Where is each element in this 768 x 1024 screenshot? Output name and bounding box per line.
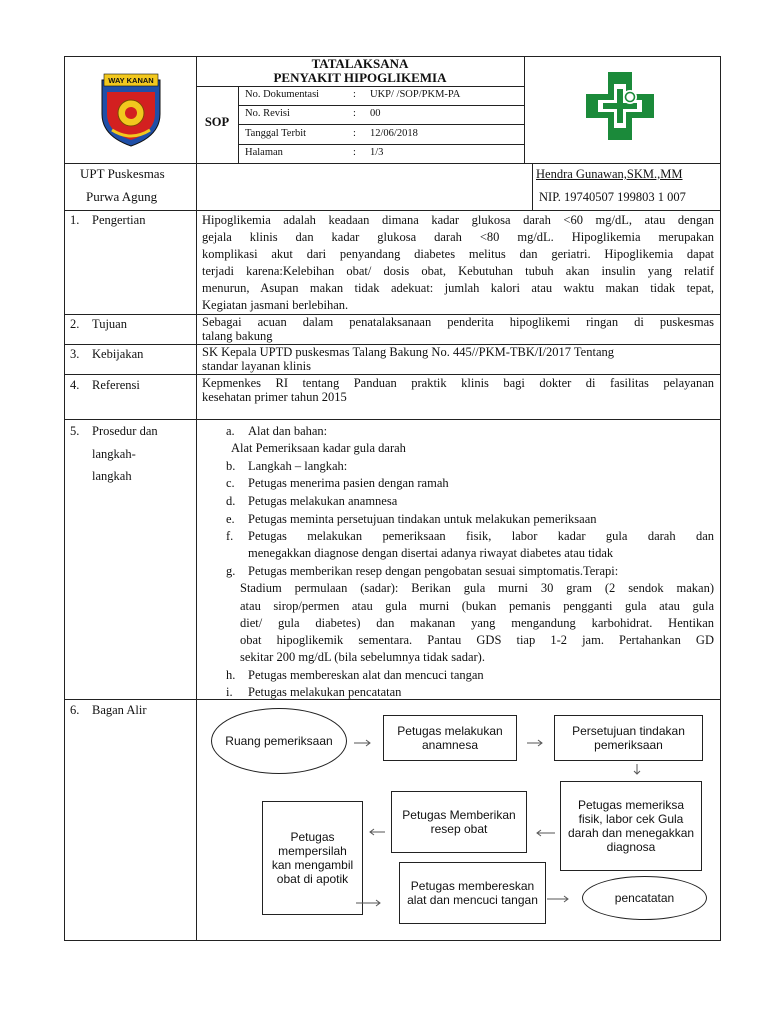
body-line: Hipoglikemia adalah keadaan dimana kadar glukosa darah <60 mg/dL, atau dengan xyxy=(202,213,714,227)
doc-field-value: UKP/ /SOP/PKM-PA xyxy=(370,89,461,100)
arrow-right xyxy=(354,740,370,746)
step-letter: i. xyxy=(226,685,233,699)
doc-field-value: 1/3 xyxy=(370,147,384,158)
body-line: terjadi karena:Kelebihan obat/ dosis obat, Kebutuhan tubuh akan insulin yang relatif xyxy=(202,264,714,278)
section-label: langkah xyxy=(92,469,132,483)
step-letter: c. xyxy=(226,476,235,490)
section-number: 1. xyxy=(70,213,80,227)
doc-field-value: 00 xyxy=(370,108,381,119)
arrow-right xyxy=(527,740,542,746)
doc-field-sep: : xyxy=(353,147,356,158)
doc-field-value: 12/06/2018 xyxy=(370,128,418,139)
body-line: Kegiatan jasmani berlebihan. xyxy=(202,298,349,312)
doc-field-label: Tanggal Terbit xyxy=(245,128,307,139)
flow-node: Petugas Memberikan resep obat xyxy=(391,791,527,853)
body-line: kesehatan primer tahun 2015 xyxy=(202,390,347,404)
sop-title-line2: PENYAKIT HIPOGLIKEMIA xyxy=(273,70,447,85)
section-number: 6. xyxy=(70,703,80,717)
body-line: komplikasi akut dari penyandang diabetes melitus dan geriatri. Hipoglikemia dapat xyxy=(202,247,714,261)
arrow-right xyxy=(356,900,380,906)
section-label: langkah- xyxy=(92,447,136,461)
step-detail: diet/ gula diabetes) dan makanan yang mengandung karbohidrat. Hentikan xyxy=(240,616,714,630)
step-detail: sekitar 200 mg/dL (bila sebelumnya tidak sadar). xyxy=(240,650,485,664)
flow-node: Petugas membereskan alat dan mencuci tangan xyxy=(399,862,546,924)
flow-node: Persetujuan tindakan pemeriksaan xyxy=(554,715,703,761)
step-text: Petugas meminta persetujuan tindakan untuk melakukan pemeriksaan xyxy=(248,512,597,526)
flow-node-end: pencatatan xyxy=(582,876,707,920)
body-line: talang bakung xyxy=(202,329,273,343)
flow-node: Petugas melakukan anamnesa xyxy=(383,715,517,761)
step-text: Petugas membereskan alat dan mencuci tangan xyxy=(248,668,484,682)
section-label: Referensi xyxy=(92,378,140,392)
section-label: Prosedur dan xyxy=(92,424,158,438)
doc-field-sep: : xyxy=(353,89,356,100)
arrow-left xyxy=(537,830,555,836)
section-number: 3. xyxy=(70,347,80,361)
doc-field-label: No. Revisi xyxy=(245,108,290,119)
step-letter: b. xyxy=(226,459,236,473)
step-letter: f. xyxy=(226,529,234,543)
step-text: menegakkan diagnose dengan disertai adanya riwayat diabetes atau tidak xyxy=(248,546,614,560)
step-text: Langkah – langkah: xyxy=(248,459,348,473)
body-line: Sebagai acuan dalam penatalaksanaan penderita hipoglikemi ringan di puskesmas xyxy=(202,315,714,329)
step-text: Petugas menerima pasien dengan ramah xyxy=(248,476,449,490)
flow-node: Petugas memeriksa fisik, labor cek Gula darah dan menegakkan diagnosa xyxy=(560,781,702,871)
step-letter: e. xyxy=(226,512,235,526)
section-number: 4. xyxy=(70,378,80,392)
step-detail: Stadium permulaan (sadar): Berikan gula murni 30 gram (2 sendok makan) xyxy=(240,581,714,595)
step-detail: obat hipoglikemik sementara. Pantau GDS tiap 1-2 jam. Pertahankan GD xyxy=(240,633,714,647)
signer-nip: NIP. 19740507 199803 1 007 xyxy=(539,190,686,204)
section-number: 2. xyxy=(70,317,80,331)
flow-node-start: Ruang pemeriksaan xyxy=(211,708,347,774)
step-subtext: Alat Pemeriksaan kadar gula darah xyxy=(231,441,406,455)
body-line: menurun, Asupan makan tidak adekuat: jumlah kalori atau waktu makan tidak tepat, xyxy=(202,281,714,295)
arrow-left xyxy=(370,829,385,835)
section-label: Bagan Alir xyxy=(92,703,147,717)
doc-field-label: Halaman xyxy=(245,147,283,158)
signer-name: Hendra Gunawan,SKM.,MM xyxy=(536,167,683,181)
step-text: Petugas melakukan pencatatan xyxy=(248,685,402,699)
arrow-down xyxy=(634,764,640,774)
sop-title-line1: TATALAKSANA xyxy=(311,56,409,71)
step-letter: d. xyxy=(226,494,236,508)
step-text: Petugas melakukan pemeriksaan fisik, labor kadar gula darah dan xyxy=(248,529,714,543)
doc-field-sep: : xyxy=(353,108,356,119)
step-text: Petugas memberikan resep dengan pengobatan sesuai simptomatis.Terapi: xyxy=(248,564,619,578)
step-letter: a. xyxy=(226,424,235,438)
doc-field-sep: : xyxy=(353,128,356,139)
org-name-line1: UPT Puskesmas xyxy=(80,166,165,181)
arrow-right xyxy=(547,896,568,902)
flow-node: Petugas mempersilah kan mengambil obat di apotik xyxy=(262,801,363,915)
section-label: Kebijakan xyxy=(92,347,144,361)
body-line: standar layanan klinis xyxy=(202,359,311,373)
step-text: Petugas melakukan anamnesa xyxy=(248,494,398,508)
body-line: Kepmenkes RI tentang Panduan praktik klinis bagi dokter di fasilitas pelayanan xyxy=(202,376,714,390)
doc-field-label: No. Dokumentasi xyxy=(245,89,320,100)
body-line: gejala klinis dan kadar glukosa darah <80 mg/dL. Hipoglikemia merupakan xyxy=(202,230,714,244)
org-name-line2: Purwa Agung xyxy=(86,189,158,204)
body-line: SK Kepala UPTD puskesmas Talang Bakung No. 445//PKM-TBK/I/2017 Tentang xyxy=(202,345,614,359)
section-label: Tujuan xyxy=(92,317,127,331)
sop-label: SOP xyxy=(204,115,230,129)
step-letter: h. xyxy=(226,668,236,682)
step-letter: g. xyxy=(226,564,236,578)
step-detail: atau sirop/permen atau gula murni (bukan pemanis pengganti gula atau gula xyxy=(240,599,714,613)
section-number: 5. xyxy=(70,424,80,438)
crest-label: WAY KANAN xyxy=(108,76,154,85)
step-text: Alat dan bahan: xyxy=(248,424,328,438)
section-label: Pengertian xyxy=(92,213,146,227)
